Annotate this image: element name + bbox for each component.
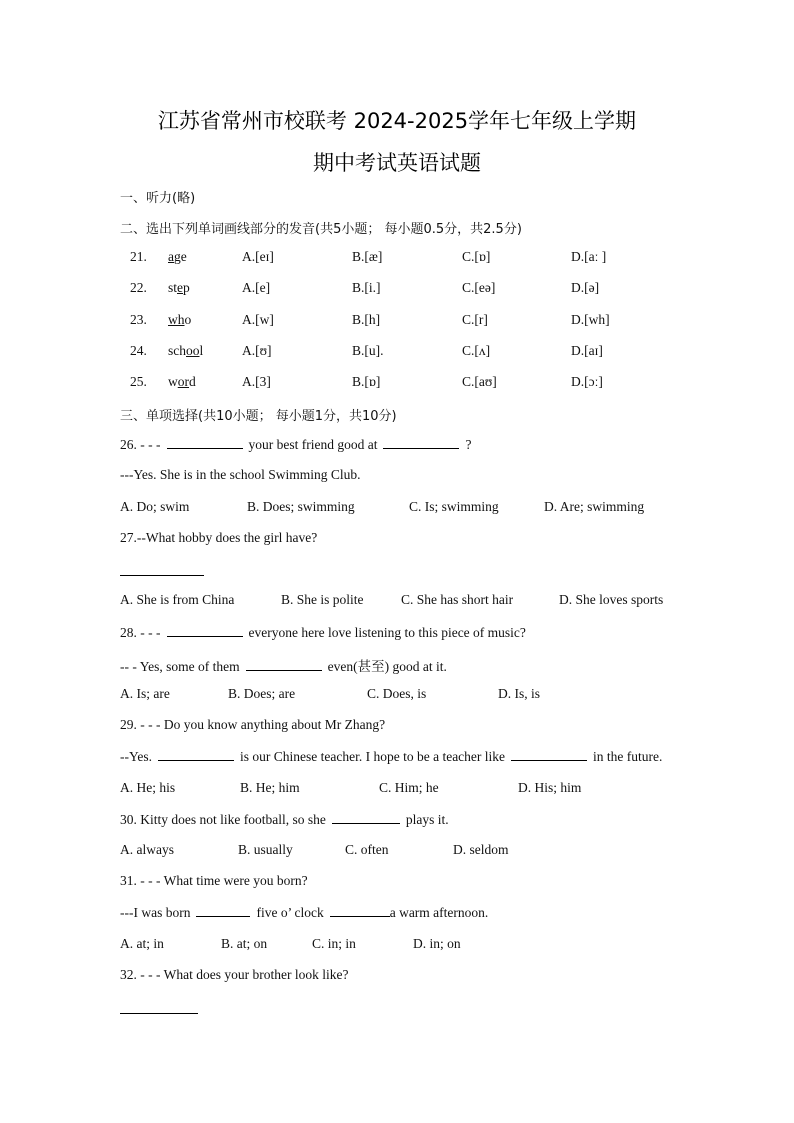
- question-29-options: [0, 780, 794, 800]
- option-b[interactable]: B. Does; are: [228, 686, 296, 701]
- option-c: C.[ɒ]: [462, 249, 491, 264]
- option-a[interactable]: A. He; his: [120, 780, 176, 795]
- option-d: D.[aɪ]: [571, 343, 603, 358]
- phonetics-row: [0, 312, 794, 332]
- question-26-line2: ---Yes. She is in the school Swimming Club.: [120, 467, 361, 482]
- option-a: A.[w]: [242, 312, 274, 327]
- option-c[interactable]: C. often: [345, 842, 389, 857]
- answer-blank[interactable]: [158, 748, 234, 761]
- word: school: [168, 343, 204, 358]
- option-d: D.[ɔː]: [571, 374, 603, 389]
- option-d[interactable]: D. His; him: [518, 780, 582, 795]
- answer-line[interactable]: [120, 574, 204, 576]
- option-c: C.[ʌ]: [462, 343, 491, 358]
- option-b[interactable]: B. at; on: [221, 936, 268, 951]
- question-28-line2: -- - Yes, some of them even(甚至) good at it.: [120, 659, 447, 674]
- answer-blank[interactable]: [167, 624, 243, 637]
- option-b: B.[i.]: [352, 280, 381, 295]
- option-b[interactable]: B. Does; swimming: [247, 499, 355, 514]
- option-d: D.[ə]: [571, 280, 600, 295]
- word: age: [168, 249, 187, 264]
- word: who: [168, 312, 192, 327]
- option-b[interactable]: B. usually: [238, 842, 293, 857]
- option-d: D.[wh]: [571, 312, 610, 327]
- section-phonetics: 二、选出下列单词画线部分的发音(共5小题； 每小题0.5分，共2.5分): [120, 222, 522, 237]
- question-28-options: [0, 686, 794, 706]
- option-c[interactable]: C. Is; swimming: [409, 499, 499, 514]
- answer-blank[interactable]: [330, 904, 390, 917]
- option-c[interactable]: C. She has short hair: [401, 592, 514, 607]
- option-a: A.[3]: [242, 374, 271, 389]
- phonetics-row: [0, 280, 794, 300]
- question-30-options: [0, 842, 794, 862]
- word: word: [168, 374, 196, 389]
- question-29: 29. - - - Do you know anything about Mr Zhang?: [120, 717, 386, 732]
- phonetics-row: [0, 343, 794, 363]
- answer-blank[interactable]: [511, 748, 587, 761]
- answer-blank[interactable]: [167, 436, 243, 449]
- phonetics-row: [0, 374, 794, 394]
- option-d: D.[aː ]: [571, 249, 607, 264]
- option-a[interactable]: A. at; in: [120, 936, 164, 951]
- option-d[interactable]: D. She loves sports: [559, 592, 664, 607]
- question-31: 31. - - - What time were you born?: [120, 873, 308, 888]
- option-a: A.[e]: [242, 280, 271, 295]
- exam-title: 江苏省常州市校联考 2024-2025学年七年级上学期: [157, 109, 637, 133]
- question-number: 25.: [130, 374, 147, 389]
- section-multiple-choice: 三、单项选择(共10小题； 每小题1分，共10分): [120, 409, 397, 424]
- option-b: B.[u].: [352, 343, 384, 358]
- option-a[interactable]: A. Is; are: [120, 686, 170, 701]
- question-28: 28. - - - everyone here love listening to this piece of music?: [120, 625, 526, 640]
- question-number: 21.: [130, 249, 147, 264]
- question-27: 27.--What hobby does the girl have?: [120, 530, 318, 545]
- phonetics-row: [0, 249, 794, 269]
- exam-subtitle: 期中考试英语试题: [313, 151, 481, 175]
- question-32: 32. - - - What does your brother look like?: [120, 967, 349, 982]
- question-number: 22.: [130, 280, 147, 295]
- option-a: A.[ʊ]: [242, 343, 272, 358]
- option-a[interactable]: A. always: [120, 842, 174, 857]
- question-number: 23.: [130, 312, 147, 327]
- option-a[interactable]: A. Do; swim: [120, 499, 190, 514]
- option-b[interactable]: B. She is polite: [281, 592, 364, 607]
- question-29-line2: --Yes. is our Chinese teacher. I hope to be a teacher like in the future.: [120, 749, 663, 764]
- answer-blank[interactable]: [383, 436, 459, 449]
- option-b: B.[æ]: [352, 249, 383, 264]
- question-27-options: [0, 592, 794, 612]
- option-b[interactable]: B. He; him: [240, 780, 300, 795]
- answer-line[interactable]: [120, 1012, 198, 1014]
- option-b: B.[ɒ]: [352, 374, 381, 389]
- option-c[interactable]: C. Him; he: [379, 780, 439, 795]
- section-listening: 一、听力(略): [120, 191, 196, 206]
- option-d[interactable]: D. Is, is: [498, 686, 541, 701]
- option-c: C.[aʊ]: [462, 374, 497, 389]
- answer-blank[interactable]: [246, 658, 322, 671]
- question-31-options: [0, 936, 794, 956]
- question-26: 26. - - - your best friend good at ?: [120, 437, 472, 452]
- question-31-line2: ---I was born five o’ clock a warm afternoon.: [120, 905, 489, 920]
- option-c[interactable]: C. Does, is: [367, 686, 427, 701]
- answer-blank[interactable]: [332, 811, 400, 824]
- question-30: 30. Kitty does not like football, so she plays it.: [120, 812, 449, 827]
- option-d[interactable]: D. in; on: [413, 936, 461, 951]
- option-a[interactable]: A. She is from China: [120, 592, 235, 607]
- option-b: B.[h]: [352, 312, 381, 327]
- option-d[interactable]: D. seldom: [453, 842, 509, 857]
- question-26-options: [0, 499, 794, 519]
- option-c[interactable]: C. in; in: [312, 936, 356, 951]
- question-number: 24.: [130, 343, 147, 358]
- option-d[interactable]: D. Are; swimming: [544, 499, 645, 514]
- option-c: C.[eə]: [462, 280, 496, 295]
- option-a: A.[eɪ]: [242, 249, 274, 264]
- option-c: C.[r]: [462, 312, 488, 327]
- word: step: [168, 280, 190, 295]
- answer-blank[interactable]: [196, 904, 250, 917]
